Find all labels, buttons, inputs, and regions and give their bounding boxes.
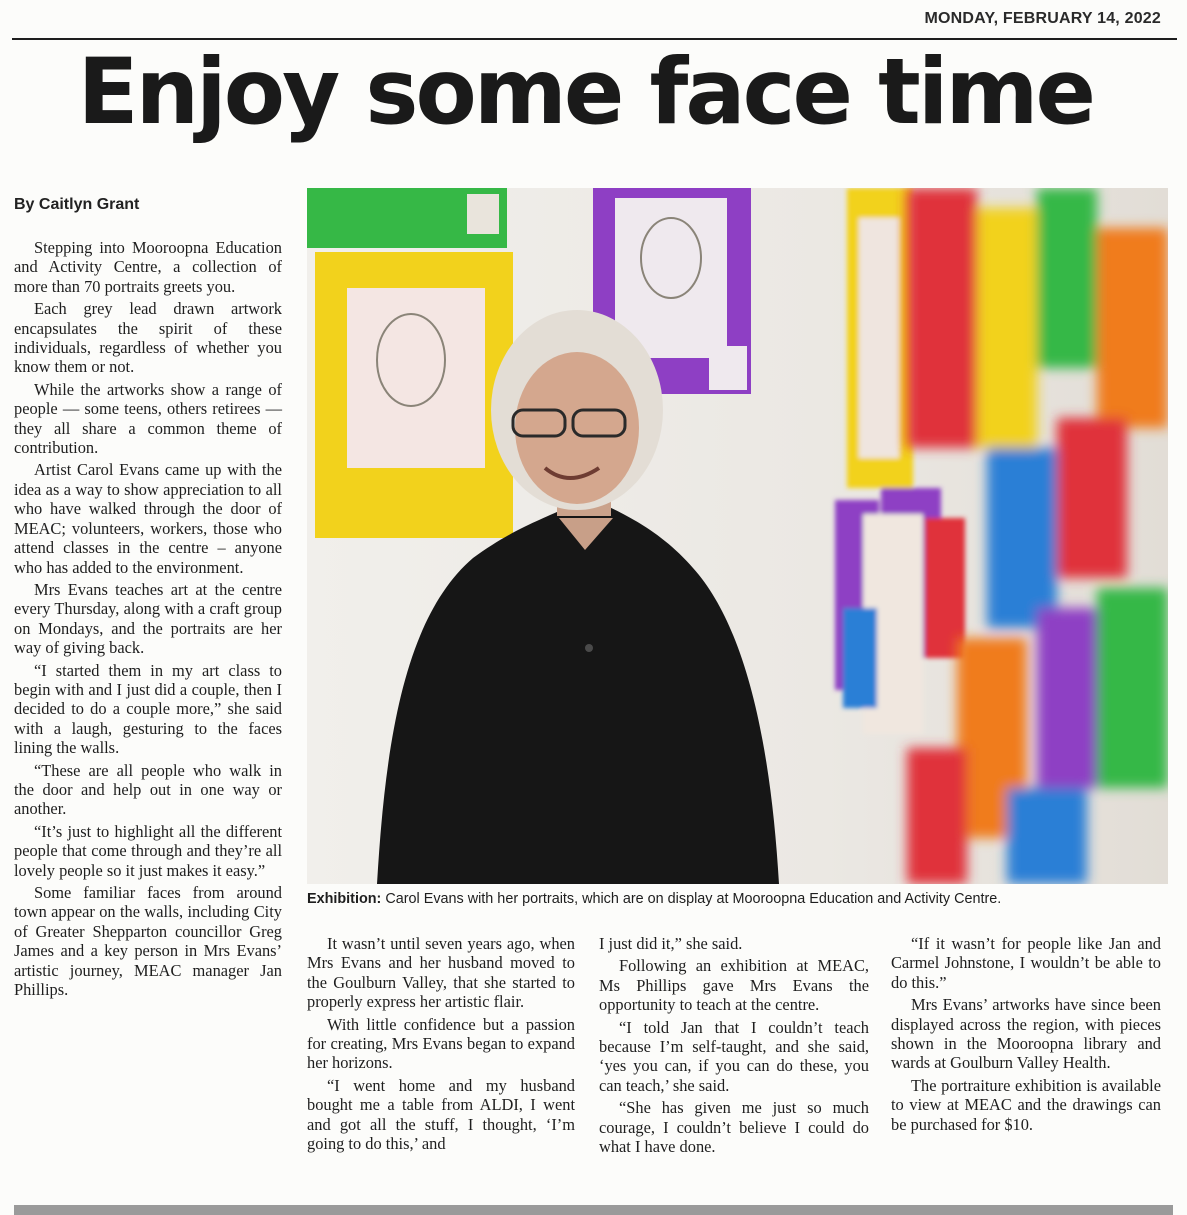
paragraph: “These are all people who walk in the door and help out in one way or another. xyxy=(14,760,282,819)
paragraph: Mrs Evans teaches art at the centre every Thursday, along with a craft group on Mondays, and the portraits are her way of giving back. xyxy=(14,579,282,658)
article-column-4 xyxy=(891,934,1161,1137)
paragraph: With little confidence but a passion for creating, Mrs Evans began to expand her horizons. xyxy=(307,1014,575,1073)
paragraph: Mrs Evans’ artworks have since been displayed across the region, with pieces shown in the Mooroopna library and wards at Goulburn Valley Health. xyxy=(891,995,1161,1073)
headline: Enjoy some face time xyxy=(77,40,1094,145)
article-column-2 xyxy=(307,934,575,1156)
paragraph: “I told Jan that I couldn’t teach because I’m self-taught, and she said, ‘yes you can, if you can do these, you can teach,’ she said. xyxy=(599,1017,869,1095)
paragraph: “I started them in my art class to begin with and I just did a couple, then I decided to do a couple more,” she said with a laugh, gesturing to the faces lining the walls. xyxy=(14,660,282,758)
article-column-3 xyxy=(599,934,869,1159)
paragraph: Each grey lead drawn artwork encapsulates the spirit of these individuals, regardless of whether you know them or not. xyxy=(14,299,282,377)
byline: By Caitlyn Grant xyxy=(14,196,140,213)
paragraph: Stepping into Mooroopna Education and Activity Centre, a collection of more than 70 portraits greets you. xyxy=(14,238,282,296)
paragraph: Following an exhibition at MEAC, Ms Phillips gave Mrs Evans the opportunity to teach at the centre. xyxy=(599,956,869,1015)
photo-caption xyxy=(307,890,1177,908)
caption-label: Exhibition: xyxy=(307,891,382,907)
caption-text: Carol Evans with her portraits, which are on display at Mooroopna Education and Activity Centre. xyxy=(381,891,1002,907)
paragraph: “I went home and my husband bought me a table from ALDI, I went and got all the stuff, I thought, ‘I’m going to do this,’ and xyxy=(307,1075,575,1154)
paragraph: “It’s just to highlight all the different people that come through and they’re all lovely people so it just makes it easy.” xyxy=(14,821,282,880)
paragraph: “If it wasn’t for people like Jan and Carmel Johnstone, I wouldn’t be able to do this.” xyxy=(891,934,1161,992)
bottom-band xyxy=(14,1205,1173,1215)
paragraph: While the artworks show a range of people — some teens, others retirees — they all share a common theme of contribution. xyxy=(14,379,282,458)
paragraph: It wasn’t until seven years ago, when Mrs Evans and her husband moved to the Goulburn Valley, that she started to properly express her artistic flair. xyxy=(307,934,575,1012)
paragraph: Some familiar faces from around town appear on the walls, including City of Greater Shepparton councillor Greg James and a key person in Mrs Evans’ artistic journey, MEAC manager Jan Phillips. xyxy=(14,883,282,1000)
article-column-1 xyxy=(14,238,282,1002)
paragraph: The portraiture exhibition is available to view at MEAC and the drawings can be purchased for $10. xyxy=(891,1075,1161,1134)
dateline: MONDAY, FEBRUARY 14, 2022 xyxy=(924,10,1161,27)
paragraph: Artist Carol Evans came up with the idea as a way to show appreciation to all who have walked through the door of MEAC; volunteers, workers, those who attend classes in the centre – anyone who has added to the environment. xyxy=(14,460,282,577)
paragraph: “She has given me just so much courage, I couldn’t believe I could do what I have done. xyxy=(599,1098,869,1157)
article-photo xyxy=(307,188,1168,884)
paragraph: I just did it,” she said. xyxy=(599,934,743,953)
